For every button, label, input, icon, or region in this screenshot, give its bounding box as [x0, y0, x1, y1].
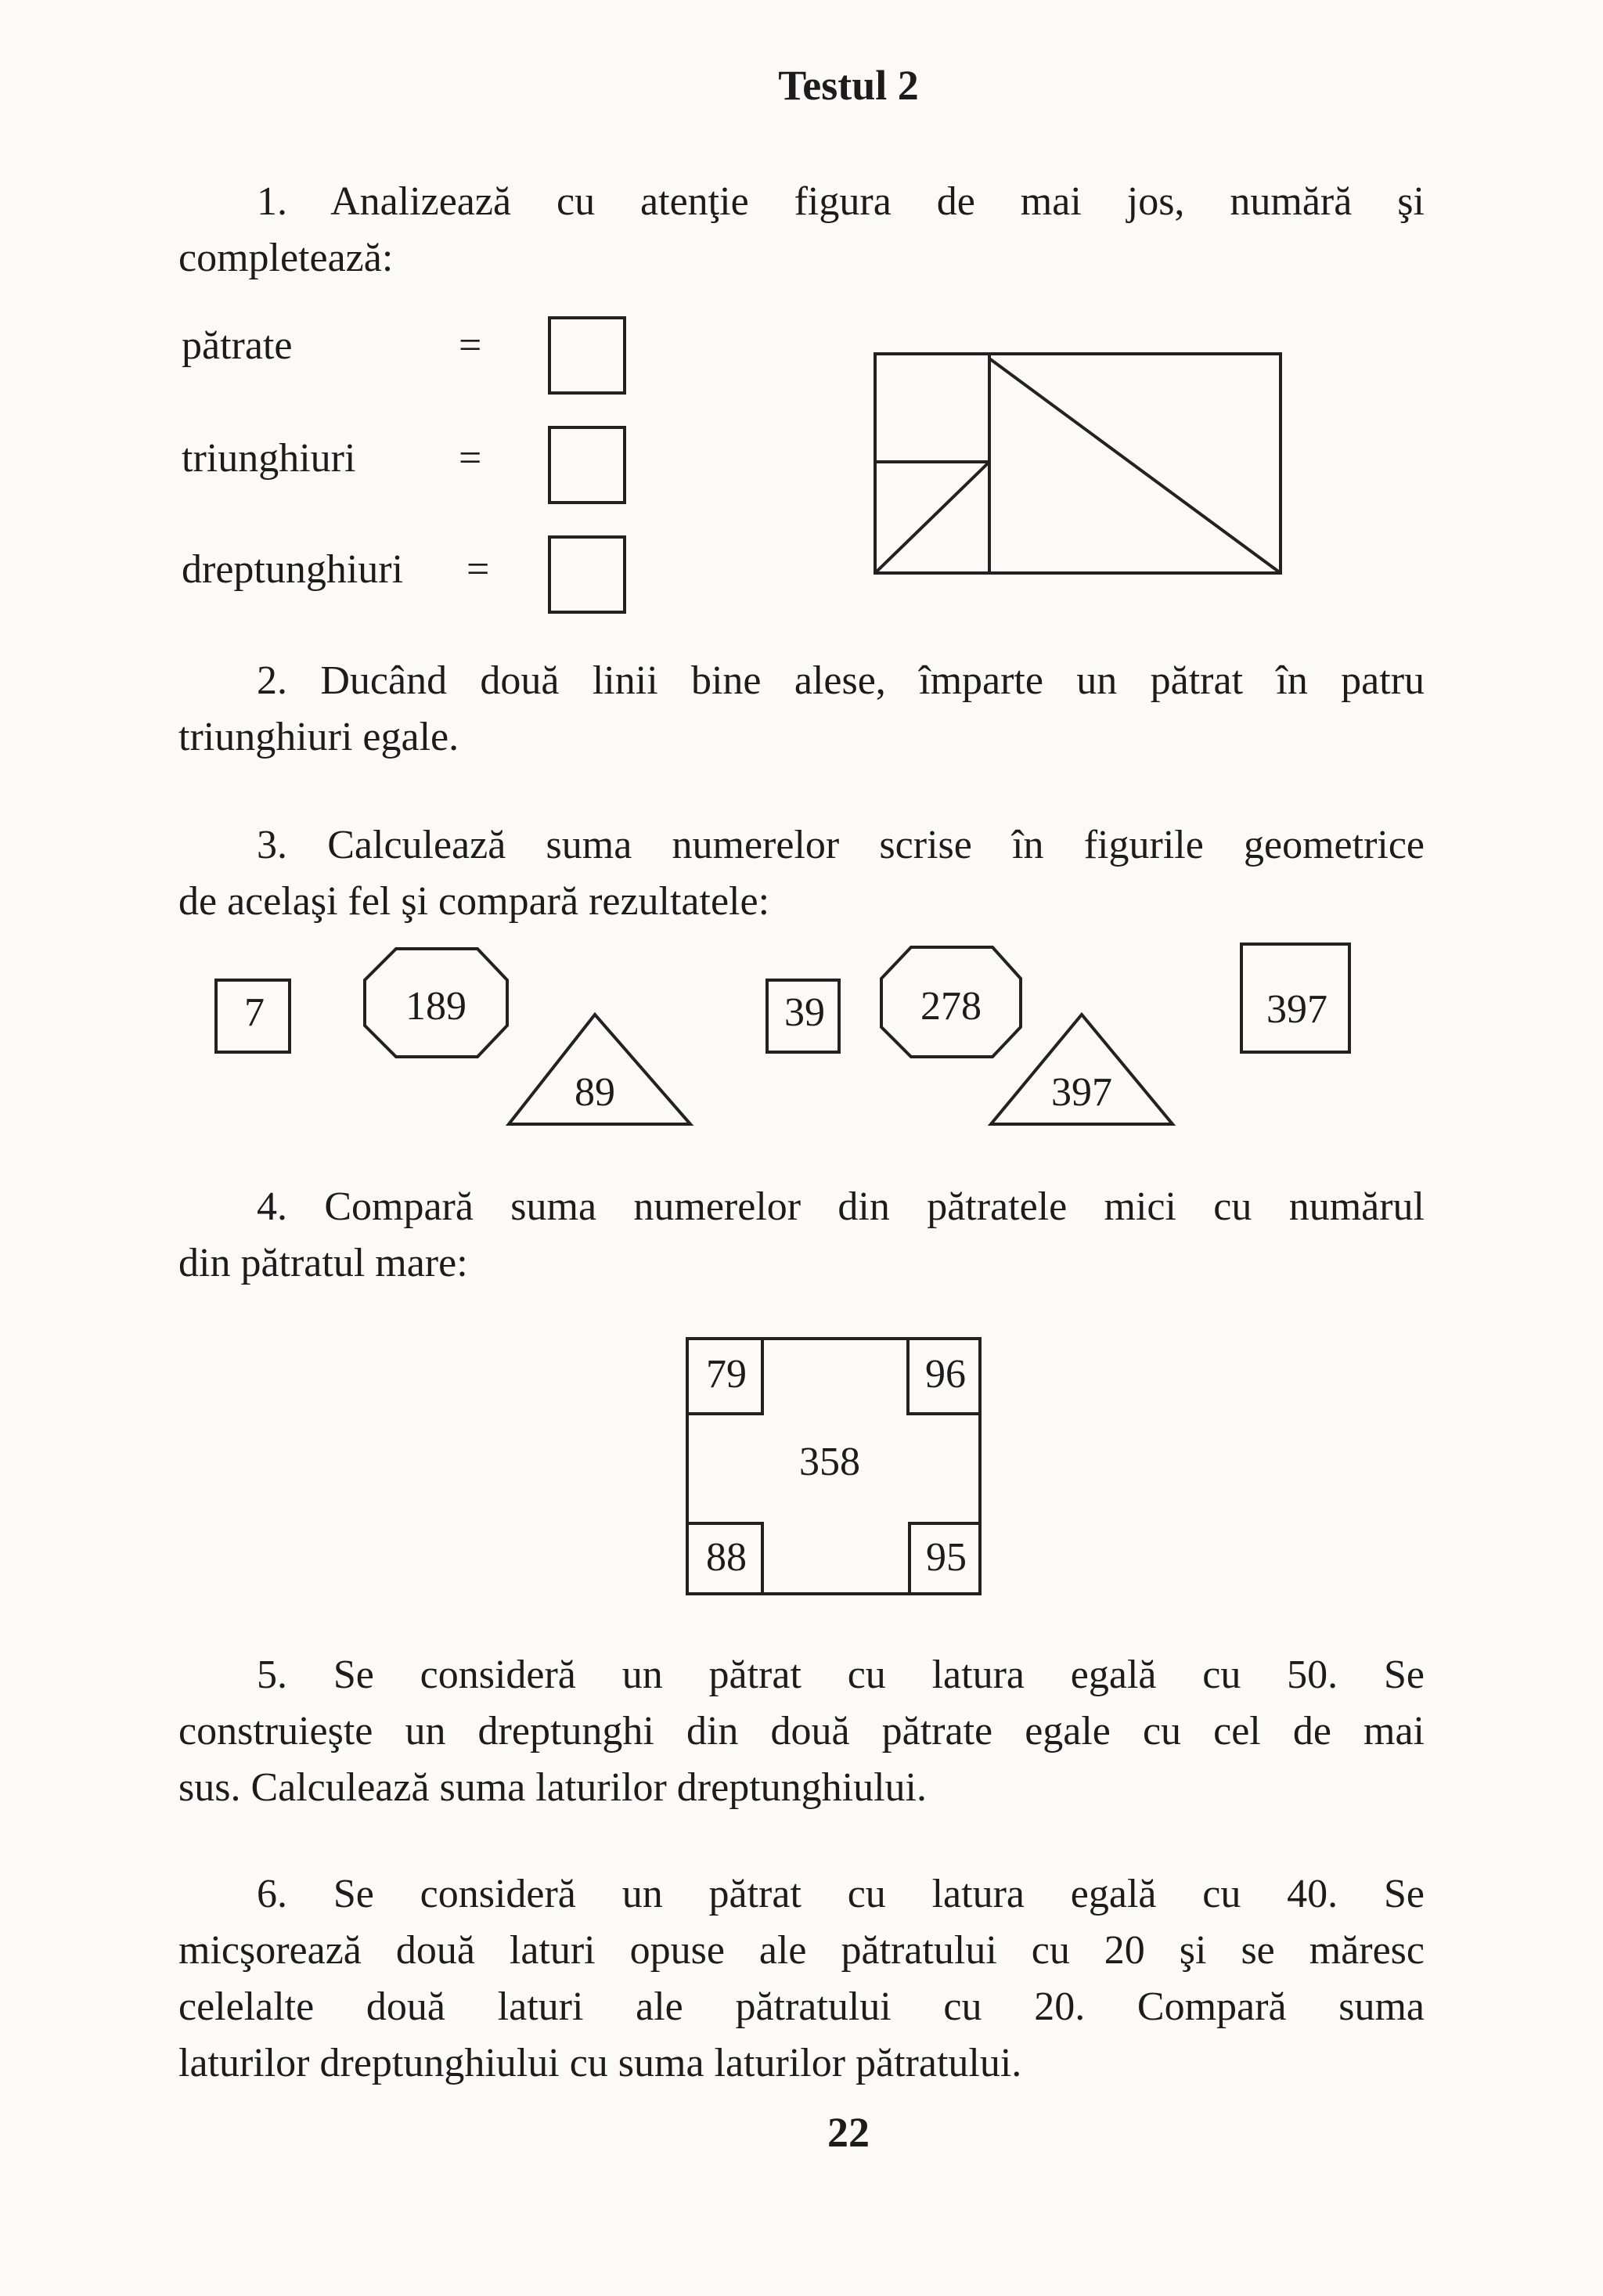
equals-sign: = [459, 436, 482, 481]
ex3-number: 3. [257, 823, 287, 867]
number-bottom-left: 88 [706, 1535, 747, 1580]
number-triangle-b: 397 [1051, 1070, 1112, 1115]
ex1-figure [875, 354, 1281, 573]
figure-big-diagonal [989, 359, 1281, 573]
ex5-number: 5. [257, 1653, 287, 1697]
ex6-number: 6. [257, 1872, 287, 1916]
ex6-line4: laturilor dreptunghiului cu suma laturilor pătratului. [178, 2041, 1022, 2085]
number-octagon-b: 278 [920, 984, 982, 1029]
number-square-a: 7 [244, 990, 265, 1035]
ex6-line2: micşorează două laturi opuse ale pătratului cu 20 şi se măresc [178, 1928, 1425, 1973]
label-patrate: pătrate [182, 323, 293, 368]
ex4-number: 4. [257, 1184, 287, 1229]
ex5-line3: sus. Calculează suma laturilor dreptunghiului. [178, 1765, 927, 1810]
page-number: 22 [827, 2109, 870, 2156]
number-center: 358 [799, 1440, 860, 1484]
number-square-c: 397 [1266, 987, 1327, 1032]
ex4-line1: 4. Compară suma numerelor din pătratele mici cu numărul [257, 1184, 1425, 1229]
ex2-line1: 2. Ducând două linii bine alese, împarte un pătrat în patru [257, 658, 1425, 703]
number-bottom-right: 95 [926, 1535, 967, 1580]
ex1-number: 1. [257, 179, 287, 224]
ex5-line2: construieşte un dreptunghi din două pătrate egale cu cel de mai [178, 1709, 1425, 1754]
number-octagon-a: 189 [405, 984, 466, 1029]
ex3-line2: de acelaşi fel şi compară rezultatele: [178, 879, 770, 924]
ex6-line1: 6. Se consideră un pătrat cu latura egală cu 40. Se [257, 1872, 1425, 1916]
number-top-right: 96 [925, 1352, 966, 1397]
ex4-line2: din pătratul mare: [178, 1241, 468, 1285]
ex6-line3: celelalte două laturi ale pătratului cu 20. Compară suma [178, 1984, 1425, 2029]
ex2-line2: triunghiuri egale. [178, 715, 459, 759]
equals-sign: = [466, 547, 490, 592]
page-title: Testul 2 [778, 62, 919, 109]
ex3-line1: 3. Calculează suma numerelor scrise în figurile geometrice [257, 823, 1425, 867]
ex2-number: 2. [257, 658, 287, 703]
ex5-line1: 5. Se consideră un pătrat cu latura egală cu 50. Se [257, 1653, 1425, 1697]
number-top-left: 79 [706, 1352, 747, 1397]
label-dreptunghiuri: dreptunghiuri [182, 547, 404, 592]
label-triunghiuri: triunghiuri [182, 436, 356, 481]
ex1-line1: 1. Analizează cu atenţie figura de mai jos, numără şi [257, 179, 1425, 224]
equals-sign: = [459, 323, 482, 368]
ex1-line2: completează: [178, 236, 394, 280]
number-square-b: 39 [784, 990, 825, 1035]
number-triangle-a: 89 [575, 1070, 615, 1115]
figure-small-diagonal [875, 462, 989, 573]
